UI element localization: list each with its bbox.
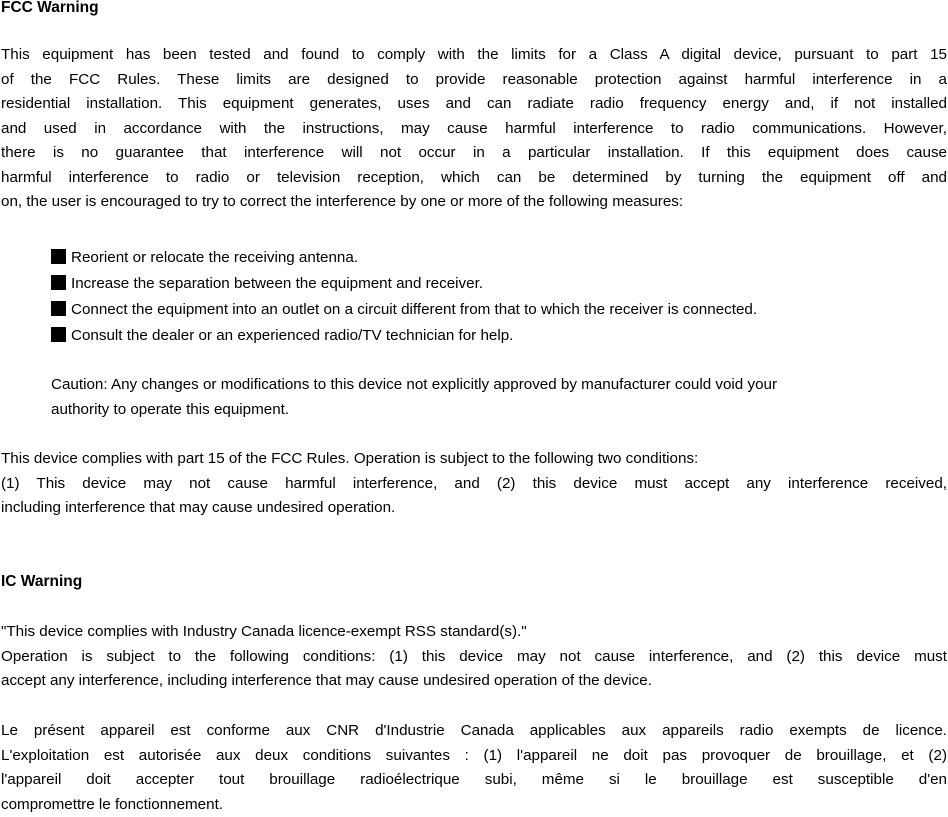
list-item bbox=[51, 271, 757, 297]
fcc-intro-line: and used in accordance with the instructions, may cause harmful interference to radio communications. However, bbox=[1, 117, 947, 142]
conditions-line: (1) This device may not cause harmful interference, and (2) this device must accept any interference received, bbox=[1, 472, 947, 497]
fcc-intro-line: harmful interference to radio or television reception, which can be determined by turning the equipment off and bbox=[1, 166, 947, 191]
fcc-compliance-paragraph bbox=[1, 447, 947, 521]
ic-french-line: L'exploitation est autorisée aux deux conditions suivantes : (1) l'appareil ne doit pas provoquer de brouillage, et (2) bbox=[1, 744, 947, 769]
list-item bbox=[51, 245, 757, 271]
fcc-intro-paragraph bbox=[1, 43, 947, 215]
fcc-warning-heading: FCC Warning bbox=[1, 0, 99, 18]
ic-french-line: compromettre le fonctionnement. bbox=[1, 793, 947, 817]
ic-statement-line: "This device complies with Industry Canada licence-exempt RSS standard(s)." bbox=[1, 620, 947, 645]
compliance-line: This device complies with part 15 of the FCC Rules. Operation is subject to the following two conditions: bbox=[1, 447, 947, 472]
ic-english-paragraph bbox=[1, 620, 947, 694]
square-bullet-icon bbox=[51, 327, 66, 342]
list-item bbox=[51, 297, 757, 323]
list-item bbox=[51, 323, 757, 349]
measure-text: Increase the separation between the equipment and receiver. bbox=[71, 275, 483, 292]
measure-text: Consult the dealer or an experienced radio/TV technician for help. bbox=[71, 327, 513, 344]
caution-paragraph bbox=[51, 373, 948, 422]
ic-french-paragraph bbox=[1, 719, 947, 817]
ic-warning-heading: IC Warning bbox=[1, 572, 82, 592]
caution-line: Caution: Any changes or modifications to this device not explicitly approved by manufacturer could void your bbox=[51, 373, 948, 398]
square-bullet-icon bbox=[51, 275, 66, 290]
ic-french-line: l'appareil doit accepter tout brouillage radioélectrique subi, même si le brouillage est susceptible d'en bbox=[1, 768, 947, 793]
conditions-line: including interference that may cause undesired operation. bbox=[1, 496, 947, 521]
measure-text: Reorient or relocate the receiving antenna. bbox=[71, 249, 358, 266]
fcc-intro-line: there is no guarantee that interference will not occur in a particular installation. If this equipment does cause bbox=[1, 141, 947, 166]
measure-text: Connect the equipment into an outlet on a circuit different from that to which the receiver is connected. bbox=[71, 301, 757, 318]
fcc-intro-line: This equipment has been tested and found to comply with the limits for a Class A digital device, pursuant to part 15 bbox=[1, 43, 947, 68]
ic-french-line: Le présent appareil est conforme aux CNR d'Industrie Canada applicables aux appareils radio exempts de licence. bbox=[1, 719, 947, 744]
fcc-measures-list bbox=[51, 245, 757, 349]
fcc-intro-line: on, the user is encouraged to try to correct the interference by one or more of the following measures: bbox=[1, 190, 947, 215]
ic-conditions-line: accept any interference, including interference that may cause undesired operation of the device. bbox=[1, 669, 947, 694]
caution-line: authority to operate this equipment. bbox=[51, 398, 948, 423]
ic-conditions-line: Operation is subject to the following conditions: (1) this device may not cause interference, and (2) this device must bbox=[1, 645, 947, 670]
square-bullet-icon bbox=[51, 301, 66, 316]
square-bullet-icon bbox=[51, 249, 66, 264]
fcc-intro-line: residential installation. This equipment generates, uses and can radiate radio frequency energy and, if not installed bbox=[1, 92, 947, 117]
fcc-intro-line: of the FCC Rules. These limits are designed to provide reasonable protection against harmful interference in a bbox=[1, 68, 947, 93]
